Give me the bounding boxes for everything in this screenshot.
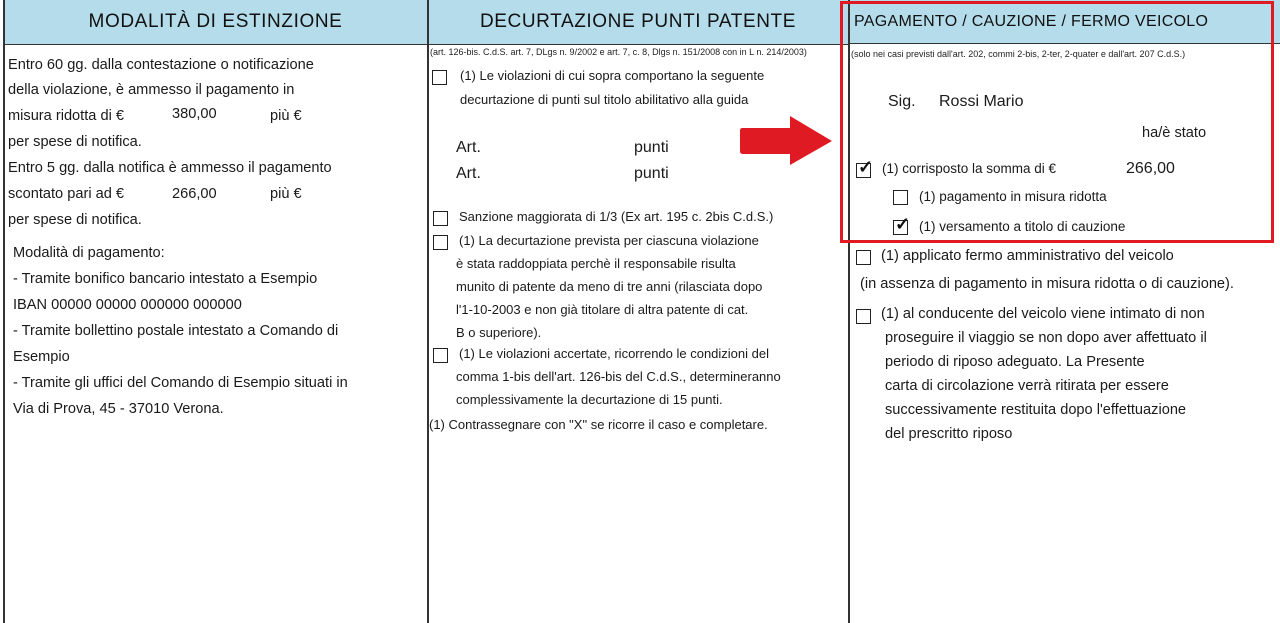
footnote: (1) Contrassegnare con "X" se ricorre il caso e completare. (429, 417, 768, 432)
checkbox-raddoppio[interactable] (433, 235, 448, 250)
text-line: comma 1-bis dell'art. 126-bis del C.d.S., determineranno (456, 369, 781, 384)
checkbox-decurtazione[interactable] (432, 70, 447, 85)
text-line: B o superiore). (456, 325, 542, 340)
paid-amount: 266,00 (1126, 160, 1175, 177)
text-piu: più € (270, 186, 302, 202)
status-label: ha/è stato (1142, 125, 1207, 141)
misura-ridotta-label: (1) pagamento in misura ridotta (919, 189, 1107, 204)
payment-method-line: Esempio (13, 349, 70, 365)
text-line: decurtazione di punti sul titolo abilitativo alla guida (460, 92, 749, 107)
text-line: misura ridotta di € (8, 108, 124, 124)
sig-label: Sig. (888, 93, 916, 110)
payment-methods-title: Modalità di pagamento: (13, 245, 165, 261)
text-line: per spese di notifica. (8, 212, 142, 228)
checkbox-riposo[interactable] (856, 309, 871, 324)
text-line: del prescritto riposo (885, 426, 1013, 442)
header-modalita-label: MODALITÀ DI ESTINZIONE (88, 11, 343, 32)
text-line: munito di patente da meno di tre anni (rilasciata dopo (456, 279, 763, 294)
text-line: proseguire il viaggio se non dopo aver affettuato il (885, 330, 1207, 346)
fermo-label: (1) applicato fermo amministrativo del veicolo (881, 248, 1174, 264)
check-icon: ✓ (858, 157, 874, 177)
column-border (3, 0, 5, 623)
checkbox-sanzione[interactable] (433, 211, 448, 226)
header-decurtazione (428, 0, 848, 45)
text-line: successivamente restituita dopo l'effettuazione (885, 402, 1187, 418)
text-line: l'1-10-2003 e non già titolare di altra patente di cat. (456, 302, 749, 317)
text-line: (1) Le violazioni di cui sopra comportano la seguente (460, 68, 765, 83)
fermo-note: (in assenza di pagamento in misura ridotta o di cauzione). (860, 276, 1234, 292)
text-line: scontato pari ad € (8, 186, 125, 202)
legal-reference: (solo nei casi previsti dall'art. 202, commi 2-bis, 2-ter, 2-quater e dall'art. 207 C.d.S.) (851, 49, 1186, 59)
payment-method-line: - Tramite bonifico bancario intestato a Esempio (13, 271, 318, 287)
art-label: Art. (456, 139, 481, 156)
punti-label: punti (634, 139, 669, 156)
legal-reference: (art. 126-bis. C.d.S. art. 7, DLgs n. 9/2002 e art. 7, c. 8, Dlgs n. 151/2008 con in L n. 214/2003) (430, 47, 807, 57)
corrisposto-label: (1) corrisposto la somma di € (882, 161, 1057, 176)
column-border (427, 0, 429, 623)
payment-method-line: - Tramite bollettino postale intestato a Comando di (13, 323, 339, 339)
text-line: Sanzione maggiorata di 1/3 (Ex art. 195 c. 2bis C.d.S.) (459, 209, 774, 224)
amount-discounted: 266,00 (172, 186, 217, 202)
text-line: carta di circolazione verrà ritirata per essere (885, 378, 1169, 394)
header-pagamento-label: PAGAMENTO / CAUZIONE / FERMO VEICOLO (854, 12, 1209, 30)
checkbox-15-punti[interactable] (433, 348, 448, 363)
cauzione-label: (1) versamento a titolo di cauzione (919, 219, 1126, 234)
red-arrow-icon (738, 114, 834, 168)
text-piu: più € (270, 108, 302, 124)
text-line: (1) La decurtazione prevista per ciascuna violazione (459, 233, 759, 248)
text-line: della violazione, è ammesso il pagamento in (8, 82, 295, 98)
text-line: Entro 60 gg. dalla contestazione o notificazione (8, 57, 314, 73)
header-decurtazione-label: DECURTAZIONE PUNTI PATENTE (479, 11, 797, 32)
check-icon: ✓ (895, 214, 911, 234)
amount-reduced: 380,00 (172, 106, 217, 122)
header-modalita (4, 0, 427, 45)
highlight-box (840, 1, 1274, 243)
text-line: (1) Le violazioni accertate, ricorrendo le condizioni del (459, 346, 769, 361)
text-line: complessivamente la decurtazione di 15 punti. (456, 392, 723, 407)
address: Via di Prova, 45 - 37010 Verona. (13, 401, 224, 417)
text-line: Entro 5 gg. dalla notifica è ammesso il pagamento (8, 160, 332, 176)
text-line: (1) al conducente del veicolo viene intimato di non (881, 306, 1205, 322)
sig-name: Rossi Mario (939, 93, 1024, 110)
payment-method-line: - Tramite gli uffici del Comando di Esempio situati in (13, 375, 348, 391)
art-label: Art. (456, 165, 481, 182)
checkbox-fermo[interactable] (856, 250, 871, 265)
text-line: per spese di notifica. (8, 134, 142, 150)
punti-label: punti (634, 165, 669, 182)
iban: IBAN 00000 00000 000000 000000 (13, 297, 242, 313)
text-line: periodo di riposo adeguato. La Presente (885, 354, 1145, 370)
text-line: è stata raddoppiata perchè il responsabile risulta (456, 256, 736, 271)
